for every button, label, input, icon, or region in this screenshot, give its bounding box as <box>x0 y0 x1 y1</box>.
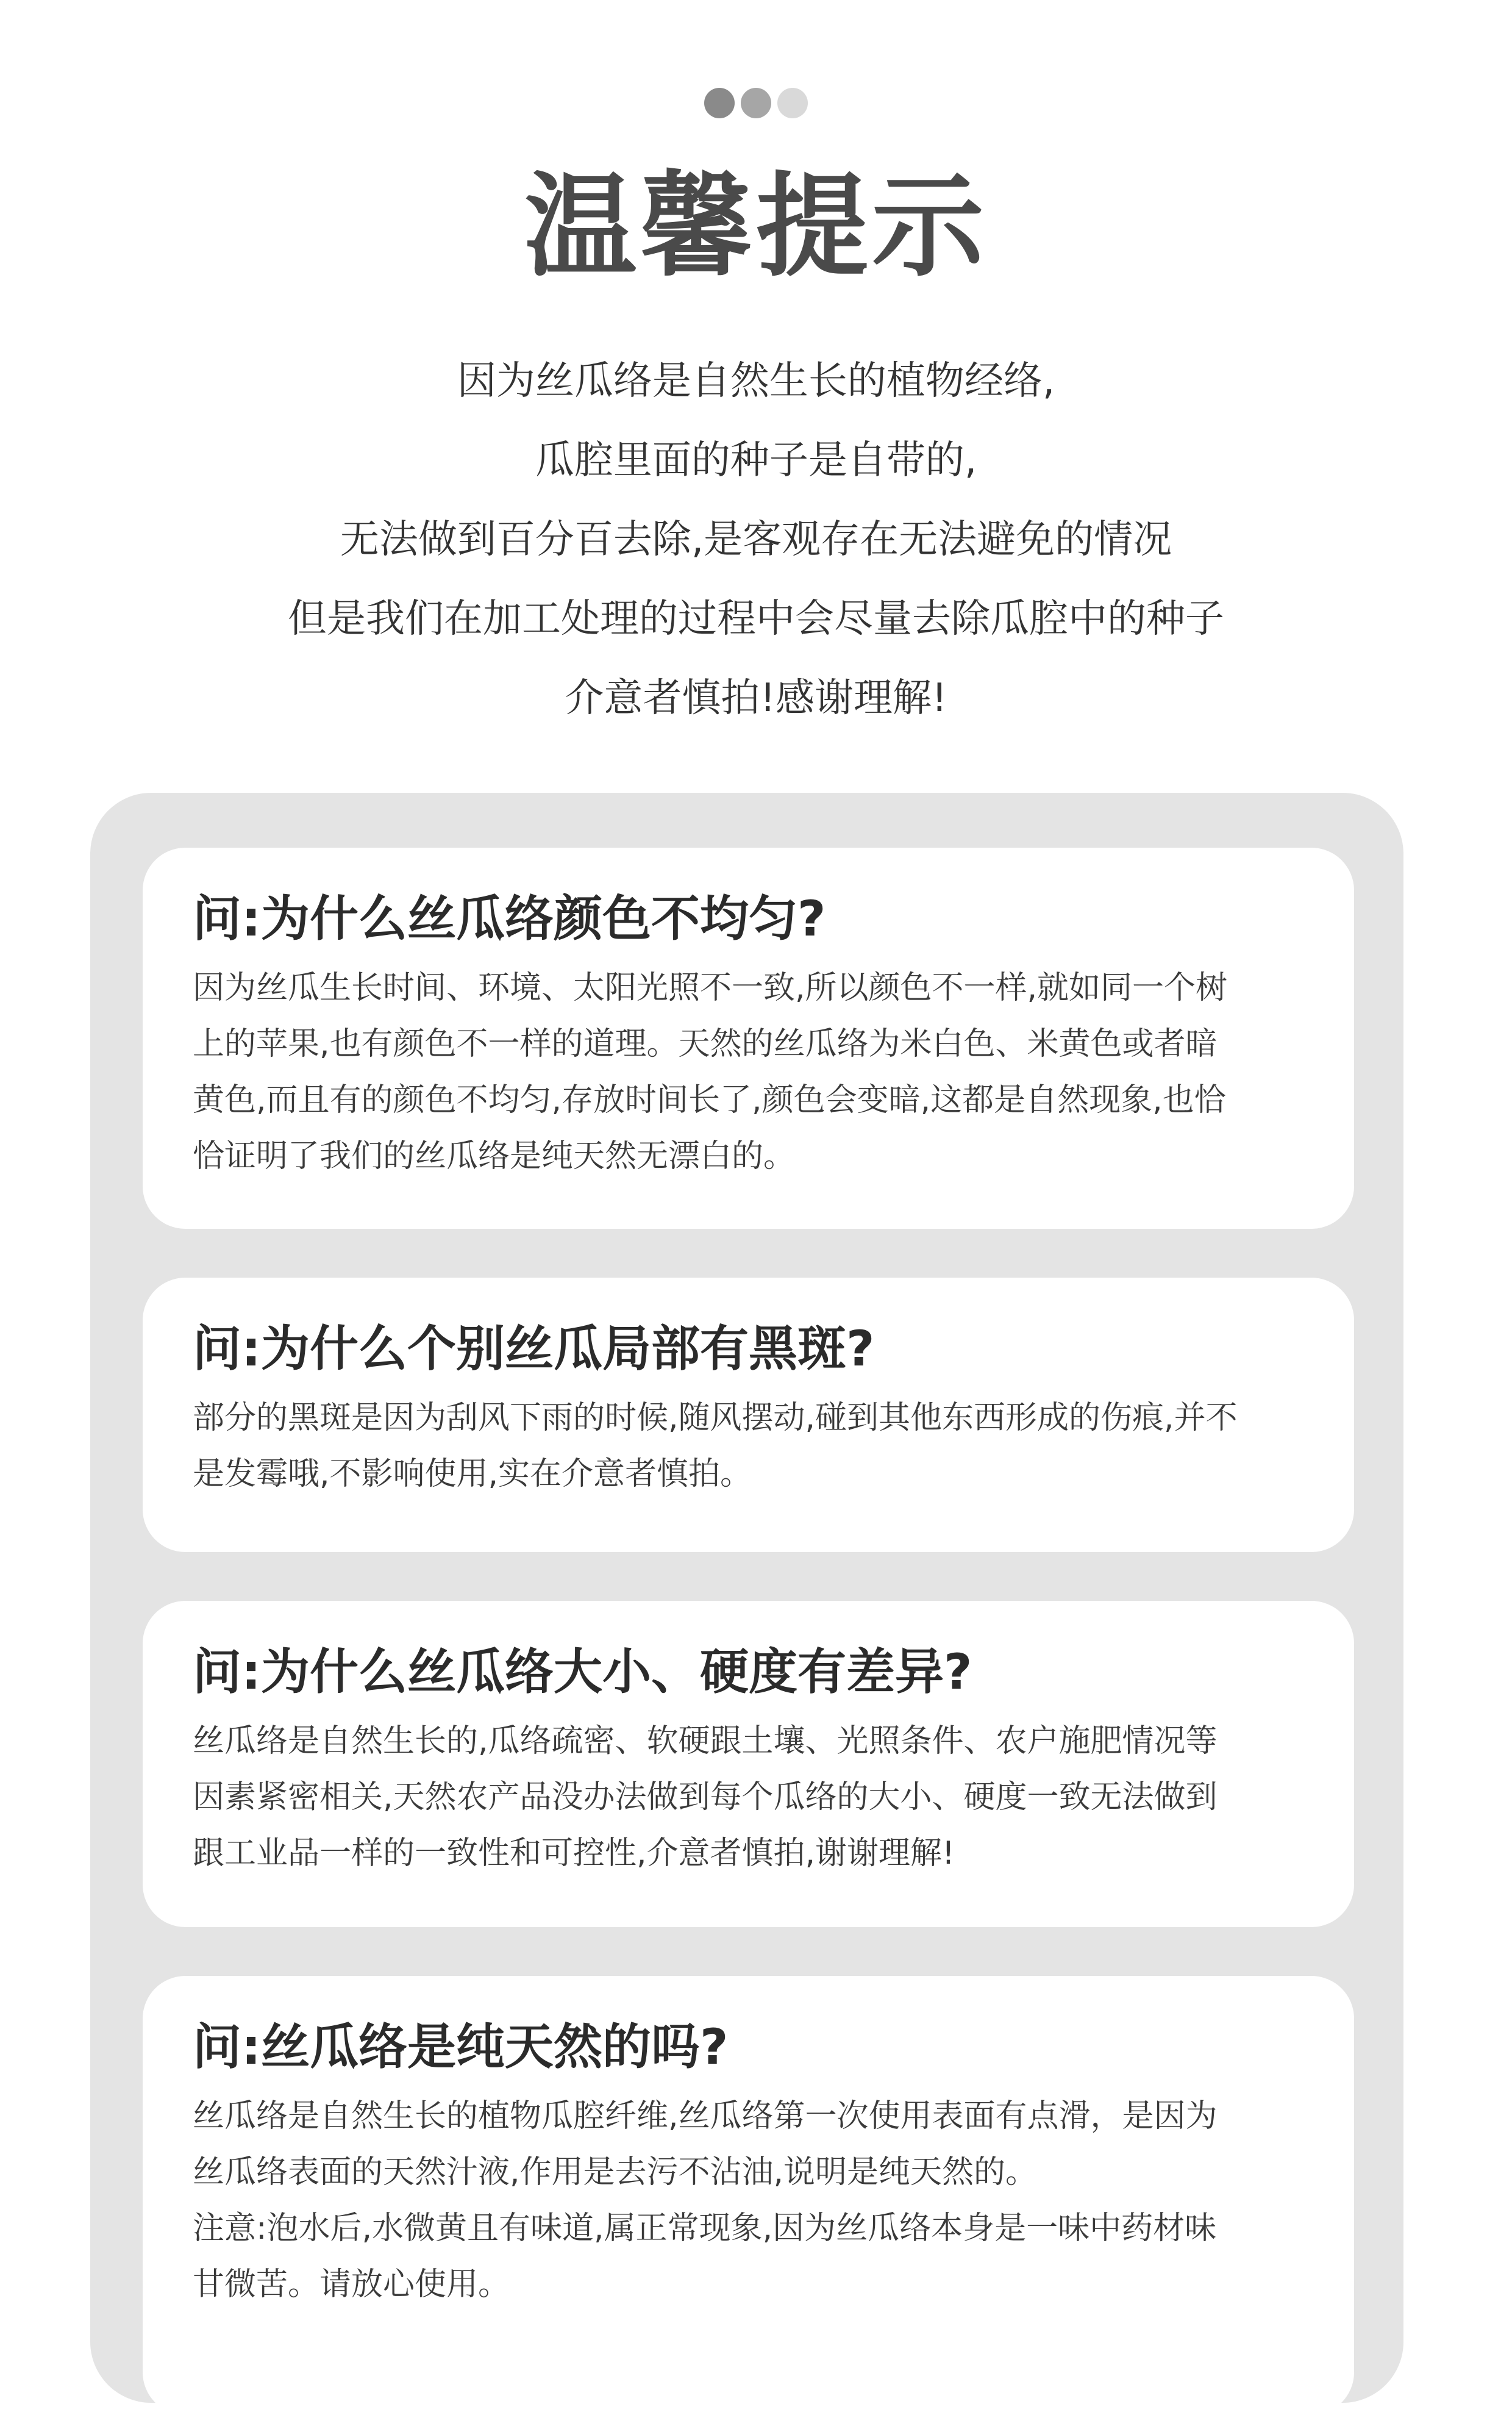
dot-indicator <box>741 88 771 118</box>
faq-question: 问:丝瓜络是纯天然的吗? <box>193 2019 729 2075</box>
faq-question: 问:为什么个别丝瓜局部有黑斑? <box>193 1320 875 1377</box>
faq-card <box>143 1601 1354 1927</box>
page-title: 温馨提示 <box>524 162 988 292</box>
faq-question: 问:为什么丝瓜络大小、硬度有差异? <box>193 1644 972 1700</box>
pagination-dots <box>0 88 1512 118</box>
intro-notice <box>122 342 1390 738</box>
intro-line: 无法做到百分百去除,是客观存在无法避免的情况 <box>340 517 1172 562</box>
faq-answer <box>193 2088 1311 2313</box>
faq-question: 问:为什么丝瓜络颜色不均匀? <box>193 890 826 947</box>
dot-indicator <box>777 88 808 118</box>
faq-answer-line: 注意:泡水后,水微黄且有味道,属正常现象,因为丝瓜络本身是一味中药材味 <box>193 2210 1217 2247</box>
faq-answer-line: 丝瓜络表面的天然汁液,作用是去污不沾油,说明是纯天然的。 <box>193 2154 1038 2191</box>
faq-answer-line: 上的苹果,也有颜色不一样的道理。天然的丝瓜络为米白色、米黄色或者暗 <box>193 1026 1218 1062</box>
intro-line: 瓜腔里面的种子是自带的, <box>535 438 977 483</box>
faq-card <box>143 1278 1354 1552</box>
faq-answer-line: 黄色,而且有的颜色不均匀,存放时间长了,颜色会变暗,这都是自然现象,也恰 <box>193 1082 1226 1118</box>
dot-indicator <box>704 88 735 118</box>
faq-answer-line: 部分的黑斑是因为刮风下雨的时候,随风摆动,碰到其他东西形成的伤痕,并不 <box>193 1400 1238 1436</box>
intro-line: 但是我们在加工处理的过程中会尽量去除瓜腔中的种子 <box>288 596 1224 642</box>
faq-card <box>143 1976 1354 2415</box>
faq-answer <box>193 960 1311 1184</box>
faq-answer <box>193 1713 1311 1881</box>
intro-line: 介意者慎拍!感谢理解! <box>565 676 947 721</box>
faq-answer-line: 丝瓜络是自然生长的植物瓜腔纤维,丝瓜络第一次使用表面有点滑，是因为 <box>193 2098 1218 2134</box>
faq-card <box>143 848 1354 1229</box>
faq-answer-line: 因为丝瓜生长时间、环境、太阳光照不一致,所以颜色不一样,就如同一个树 <box>193 970 1228 1006</box>
intro-line: 因为丝瓜络是自然生长的植物经络, <box>457 359 1055 404</box>
faq-answer-line: 因素紧密相关,天然农产品没办法做到每个瓜络的大小、硬度一致无法做到 <box>193 1779 1218 1816</box>
faq-answer-line: 跟工业品一样的一致性和可控性,介意者慎拍,谢谢理解! <box>193 1835 955 1872</box>
faq-answer-line: 丝瓜络是自然生长的,瓜络疏密、软硬跟土壤、光照条件、农户施肥情况等 <box>193 1723 1218 1759</box>
faq-answer <box>193 1390 1311 1502</box>
faq-answer-line: 甘微苦。请放心使用。 <box>193 2266 510 2303</box>
faq-answer-line: 恰证明了我们的丝瓜络是纯天然无漂白的。 <box>193 1138 796 1175</box>
faq-answer-line: 是发霉哦,不影响使用,实在介意者慎拍。 <box>193 1456 752 1492</box>
